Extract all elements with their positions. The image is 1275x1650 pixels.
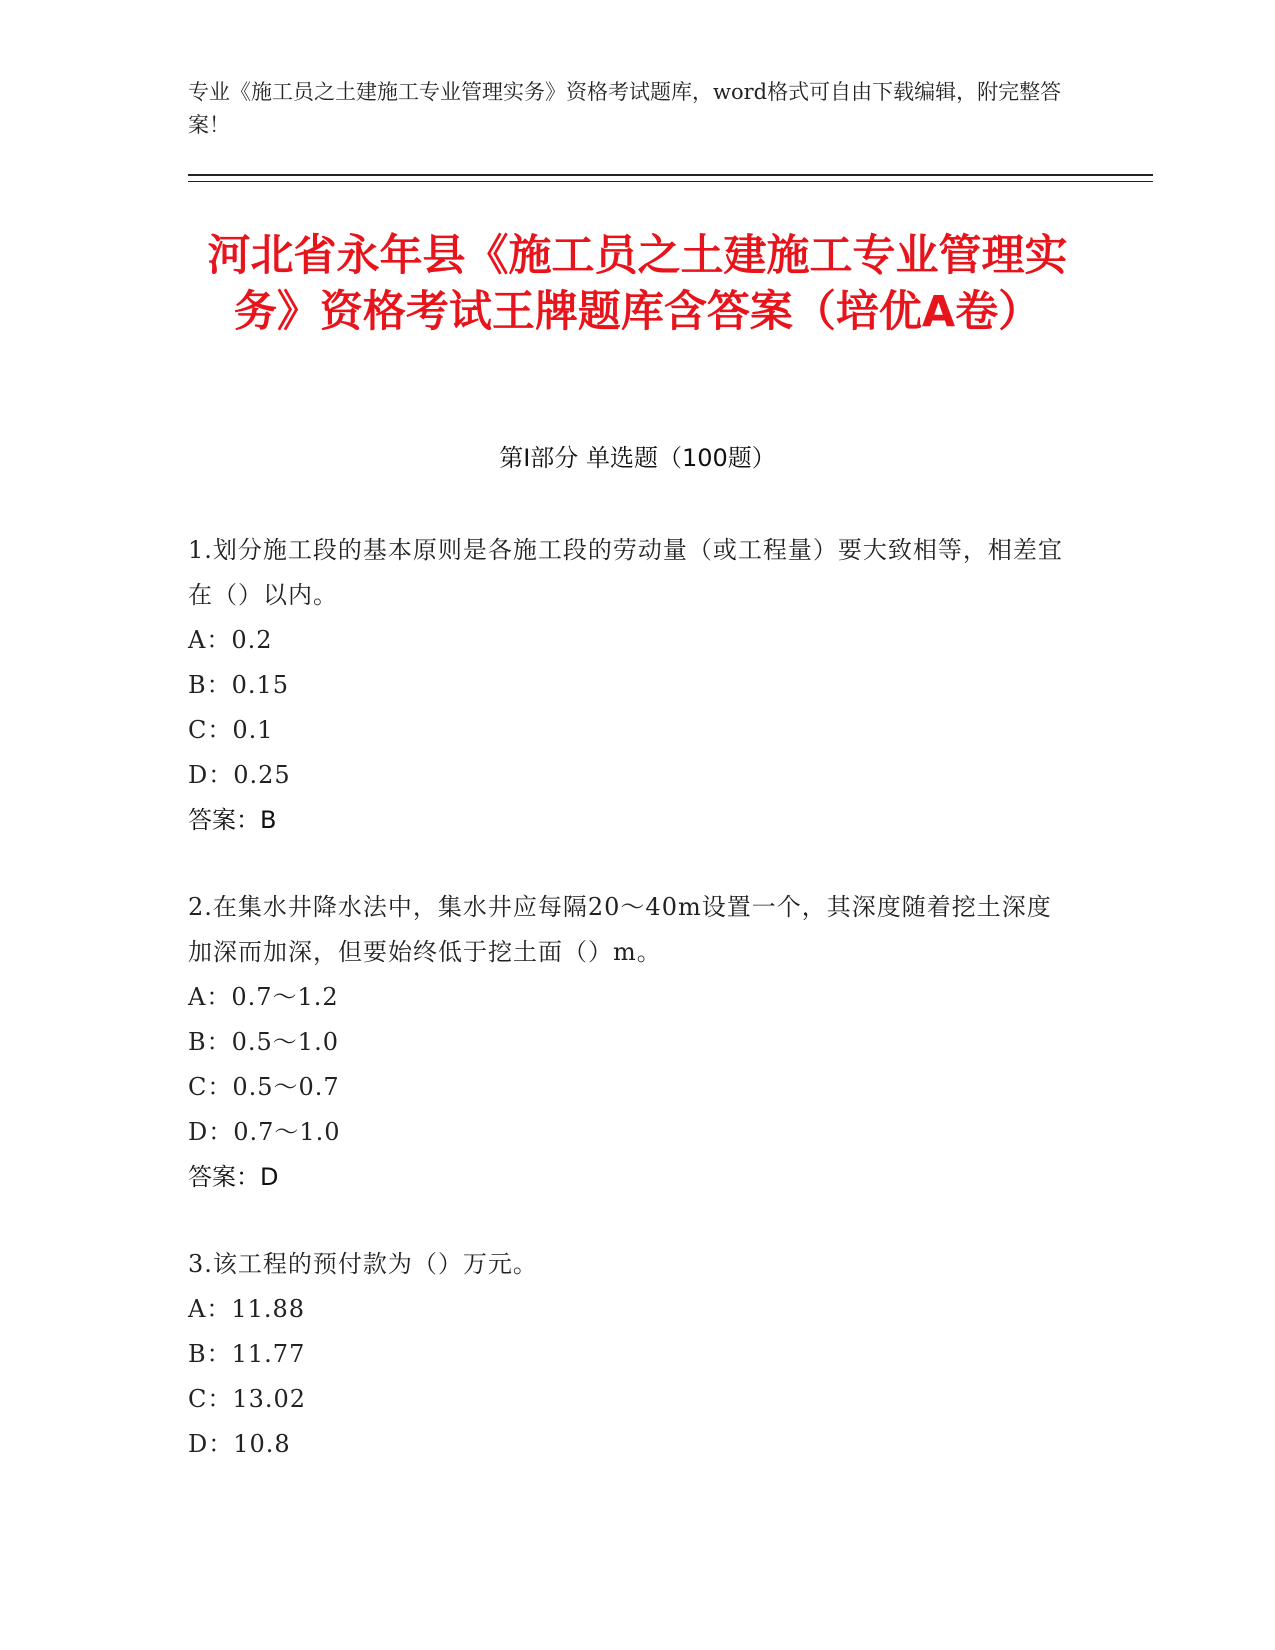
header-divider-thick (188, 174, 1153, 176)
question-text: 2.在集水井降水法中，集水井应每隔20～40m设置一个，其深度随着挖土深度加深而加深，但要始终低于挖土面（）m。 (188, 893, 1052, 966)
option-b: B：0.15 (188, 671, 290, 699)
question-text: 1.划分施工段的基本原则是各施工段的劳动量（或工程量）要大致相等，相差宜在（）以内。 (188, 536, 1063, 609)
answer-line: 答案：B (188, 806, 277, 834)
question-text: 3.该工程的预付款为（）万元。 (188, 1250, 538, 1278)
question-2 (188, 885, 1068, 1200)
option-c: C：0.5～0.7 (188, 1073, 340, 1101)
option-d: D：0.25 (188, 761, 291, 789)
answer-line: 答案：D (188, 1163, 279, 1191)
option-a: A：11.88 (188, 1295, 306, 1323)
section-heading: 第I部分 单选题（100题） (499, 444, 776, 472)
question-1 (188, 528, 1068, 843)
option-a: A：0.2 (188, 626, 273, 654)
option-a: A：0.7～1.2 (188, 983, 339, 1011)
question-3 (188, 1242, 1068, 1467)
option-b: B：11.77 (188, 1340, 306, 1368)
option-c: C：13.02 (188, 1385, 307, 1413)
option-d: D：0.7～1.0 (188, 1118, 341, 1146)
header-note: 专业《施工员之土建施工专业管理实务》资格考试题库，word格式可自由下载编辑，附完整答案！ (188, 80, 1062, 137)
option-d: D：10.8 (188, 1430, 291, 1458)
header-divider-thin (188, 181, 1153, 182)
option-b: B：0.5～1.0 (188, 1028, 339, 1056)
question-list (188, 528, 1068, 1509)
option-c: C：0.1 (188, 716, 274, 744)
document-title: 河北省永年县《施工员之土建施工专业管理实务》资格考试王牌题库含答案（培优A卷） (207, 231, 1068, 337)
